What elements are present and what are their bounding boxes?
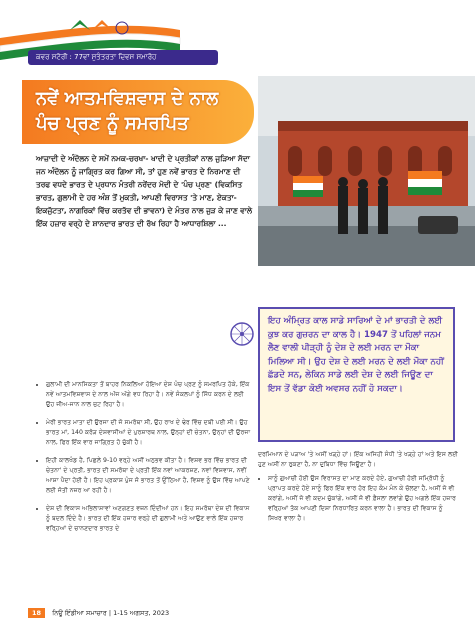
page-footer	[28, 608, 169, 622]
list-item: • ਸਾਨੂੰ ਗੁਆਚੀ ਹੋਈ ਉਸ ਵਿਰਾਸਤ ਦਾ ਮਾਣ ਕਰਦੇ ਹੋਏ, ਗੁਆਚੀ ਹੋਈ ਸਮ੍ਰਿੱਧੀ ਨੂੰ ਪ੍ਰਾਪਤ ਕਰਦੇ ਹੋਏ ਸਾਨੂੰ ਫਿਰ ਇੱਕ ਵਾਰ ਹੋਰ ਇਹ ਕੰਮ ਮੰਨ ਕੇ ਚੱਲਣਾ ਹੈ, ਅਸੀਂ ਜੋ ਵੀ ਕਰਾਂਗੇ, ਅਸੀਂ ਜੋ ਵੀ ਕਦਮ ਚੁੱਕਾਂਗੇ, ਅਸੀਂ ਜੋ ਵੀ ਫ਼ੈਸਲਾ ਲਵਾਂਗੇ ਉਹ ਅਗਲੇ ਇੱਕ ਹਜ਼ਾਰ ਵਰ੍ਹਿਆਂ ਤੱਕ ਆਪਣੀ ਦਿਸ਼ਾ ਨਿਰਧਾਰਿਤ ਕਰਨ ਵਾਲਾ ਹੈ। ਭਾਰਤ ਦੀ ਵਿਕਾਸ ਨੂੰ ਸਿਖਰ ਵਾਲਾ ਹੈ।	[268, 474, 458, 524]
headline-line-2: ਪੰਚ ਪ੍ਰਣ ਨੂੰ ਸਮਰਪਿਤ	[36, 113, 189, 134]
list-item: • ਇਹੀ ਕਾਲਖੰਡ ਹੈ, ਪਿਛਲੇ 9-10 ਵਰ੍ਹੇ ਅਸੀਂ ਅਨੁਭਵ ਕੀਤਾ ਹੈ। ਵਿਸ਼ਵ ਭਰ ਵਿੱਚ ਭਾਰਤ ਦੀ ਚੇਤਨਾ' ਦੇ ਪ੍ਰਤੀ, ਭਾਰਤ ਦੀ ਸਮਰੱਥਾ ਦੇ ਪ੍ਰਤੀ ਇੱਕ ਨਵਾਂ ਆਕਰਸ਼ਣ, ਨਵਾਂ ਵਿਸ਼ਵਾਸ, ਨਵੀਂ ਆਸ਼ਾ ਪੈਦਾ ਹੋਈ ਹੈ। ਇਹ ਪ੍ਰਕਾਸ਼ ਪੁੰਜ ਜੋ ਭਾਰਤ ਤੋਂ ਉੱਠਿਆ ਹੈ, ਵਿਸ਼ਵ ਨੂੰ ਉਸ ਵਿੱਚ ਆਪਣੇ ਲਈ ਜੋਤੀ ਨਜ਼ਰ ਆ ਰਹੀ ਹੈ।	[46, 456, 254, 496]
right-paragraph: ਦਰਮਿਆਨ ਦੇ ਪੜਾਅ 'ਤੇ ਅਸੀਂ ਖੜ੍ਹੇ ਹਾਂ। ਇੱਕ ਅਜਿਹੀ ਸੰਧੀ 'ਤੇ ਖੜ੍ਹੇ ਹਾਂ ਅਤੇ ਇਸ ਲਈ ਹੁਣ ਅਸੀਂ ਨਾ ਰੁਕਣਾ ਹੈ, ਨਾ ਦੁਬਿਧਾ ਵਿੱਚ ਜਿਊਣਾ ਹੈ।	[258, 451, 458, 468]
page-number: 18	[28, 608, 45, 618]
left-bullet-list	[36, 380, 254, 542]
intro-paragraph: ਆਜ਼ਾਦੀ ਦੇ ਅੰਦੋਲਨ ਦੇ ਸਮੇਂ ਨਮਕ-ਚਰਖਾ- ਖਾਦੀ ਦੇ ਪ੍ਰਤੀਕਾਂ ਨਾਲ ਜੁੜਿਆ ਸੱਦਾ ਜਨ ਅੰਦੋਲਨ ਨੂੰ ਜਾਗ੍ਰਿਤ ਕਰ ਗਿਆ ਸੀ, ਤਾਂ ਹੁਣ ਨਵੇਂ ਭਾਰਤ ਦੇ ਨਿਰਮਾਣ ਦੀ ਤਰਫ ਵਧਦੇ ਭਾਰਤ ਦੇ ਪ੍ਰਧਾਨ ਮੰਤਰੀ ਨਰੇਂਦਰ ਮੋਦੀ ਦੇ 'ਪੰਚ ਪ੍ਰਣ' (ਵਿਕਸਿਤ ਭਾਰਤ, ਗੁਲਾਮੀ ਦੇ ਹਰ ਅੰਸ਼ ਤੋਂ ਮੁਕਤੀ, ਆਪਣੀ ਵਿਰਾਸਤ 'ਤੇ ਮਾਣ, ਏਕਤਾ-ਇਕਜੁੱਟਤਾ, ਨਾਗਰਿਕਾਂ ਵਿੱਚ ਕਰਤੱਵ ਦੀ ਭਾਵਨਾ) ਦੇ ਮੰਤਰ ਨਾਲ ਜੁੜ ਕੇ ਜਾਣ ਵਾਲੇ ਇੱਕ ਹਜ਼ਾਰ ਵਰ੍ਹੇ ਦੇ ਸ਼ਾਨਦਾਰ ਭਾਰਤ ਦੀ ਰੱਖ ਰਿਹਾ ਹੈ ਆਧਾਰਸ਼ਿਲਾ ...	[36, 154, 252, 228]
ashoka-chakra-icon	[229, 321, 255, 347]
right-column-text	[258, 450, 458, 524]
headline-line-1: ਨਵੇਂ ਆਤਮਵਿਸ਼ਵਾਸ ਦੇ ਨਾਲ	[36, 88, 219, 109]
list-item: • ਮੇਰੀ ਭਾਰਤ ਮਾਤਾ ਦੀ ਉਰਜਾ ਦੀ ਜੋ ਸਮਰੱਥਾ ਸੀ, ਉਹ ਰਾਖ ਦੇ ਢੇਰ ਵਿੱਚ ਦਬੀ ਪਈ ਸੀ। ਉਹ ਭਾਰਤ ਮਾਂ, 140 ਕਰੋੜ ਦੇਸ਼ਵਾਸੀਆਂ ਦੇ ਪੁਰਸ਼ਾਰਥ ਨਾਲ, ਉਨ੍ਹਾਂ ਦੀ ਚੇਤਨਾ, ਉਨ੍ਹਾਂ ਦੀ ਉਰਜਾ ਨਾਲ, ਫਿਰ ਇੱਕ ਵਾਰ ਜਾਗ੍ਰਿਤ ਹੋ ਚੁੱਕੀ ਹੈ।	[46, 418, 254, 448]
footer-publication: ਨਿਊ ਇੰਡੀਆ ਸਮਾਚਾਰ | 1-15 ਅਗਸਤ, 2023	[52, 609, 170, 617]
cover-story-badge: ਕਵਰ ਸਟੋਰੀ : 77ਵਾਂ ਸੁਤੰਤਰਤਾ ਦਿਵਸ ਸਮਾਰੋਹ	[28, 50, 218, 65]
pull-quote-text: ਇਹ ਅੰਮ੍ਰਿਤ ਕਾਲ ਸਾਡੇ ਸਾਰਿਆਂ ਦੇ ਮਾਂ ਭਾਰਤੀ ਦੇ ਲਈ ਕੁਝ ਕਰ ਗੁਜ਼ਰਨ ਦਾ ਕਾਲ ਹੈ। 1947 ਤੋਂ ਪਹਿਲਾਂ ਜਨਮ ਲੈਣ ਵਾਲੀ ਪੀੜ੍ਹੀ ਨੂੰ ਦੇਸ਼ ਦੇ ਲਈ ਮਰਨ ਦਾ ਮੌਕਾ ਮਿਲਿਆ ਸੀ। ਉਹ ਦੇਸ਼ ਦੇ ਲਈ ਮਰਨ ਦੇ ਲਈ ਮੌਕਾ ਨਹੀਂ ਛੱਡਦੇ ਸਨ, ਲੇਕਿਨ ਸਾਡੇ ਲਈ ਦੇਸ਼ ਦੇ ਲਈ ਜਿਊਣ ਦਾ ਇਸ ਤੋਂ ਵੱਡਾ ਕੋਈ ਅਵਸਰ ਨਹੀਂ ਹੋ ਸਕਦਾ।	[268, 316, 444, 394]
list-item: • ਗੁਲਾਮੀ ਦੀ ਮਾਨਸਿਕਤਾ ਤੋਂ ਬਾਹਰ ਨਿਕਲਿਆ ਹੋਇਆ ਦੇਸ਼ ਪੰਚ ਪ੍ਰਣ ਨੂੰ ਸਮਰਪਿਤ ਹੋਕੇ, ਇੱਕ ਨਵੇਂ ਆਤਮਵਿਸ਼ਵਾਸ ਦੇ ਨਾਲ ਅੱਜ ਅੱਗੇ ਵਧ ਰਿਹਾ ਹੈ। ਨਵੇਂ ਸੰਕਲਪਾਂ ਨੂੰ ਸਿੱਧ ਕਰਨ ਦੇ ਲਈ ਉਹ ਜੀਅ-ਜਾਨ ਨਾਲ ਜੁਟ ਰਿਹਾ ਹੈ।	[46, 380, 254, 410]
red-fort-photo	[258, 76, 475, 266]
pull-quote-box	[258, 307, 455, 442]
list-item: • ਦੇਸ਼ ਦੀ ਵਿਕਾਸ ਅਭਿਲਾਸ਼ਾਵਾਂ ਅਣਗਣਤ ਵਜ਼ਨ ਦਿੰਦੀਆਂ ਹਨ। ਇਹ ਸਮਰੱਥਾ ਦੇਸ਼ ਦੀ ਵਿਕਾਸ ਨੂੰ ਬਦਲ ਦਿੰਦੇ ਹੈ। ਭਾਰਤ ਦੀ ਇੱਕ ਹਜ਼ਾਰ ਵਰ੍ਹੇ ਦੀ ਗੁਲਾਮੀ ਅਤੇ ਆਉਣ ਵਾਲੇ ਇੱਕ ਹਜ਼ਾਰ ਵਰ੍ਹਿਆਂ ਦੇ ਚਾਨਣਦਾਰ ਭਾਰਤ ਦੇ	[46, 504, 254, 534]
